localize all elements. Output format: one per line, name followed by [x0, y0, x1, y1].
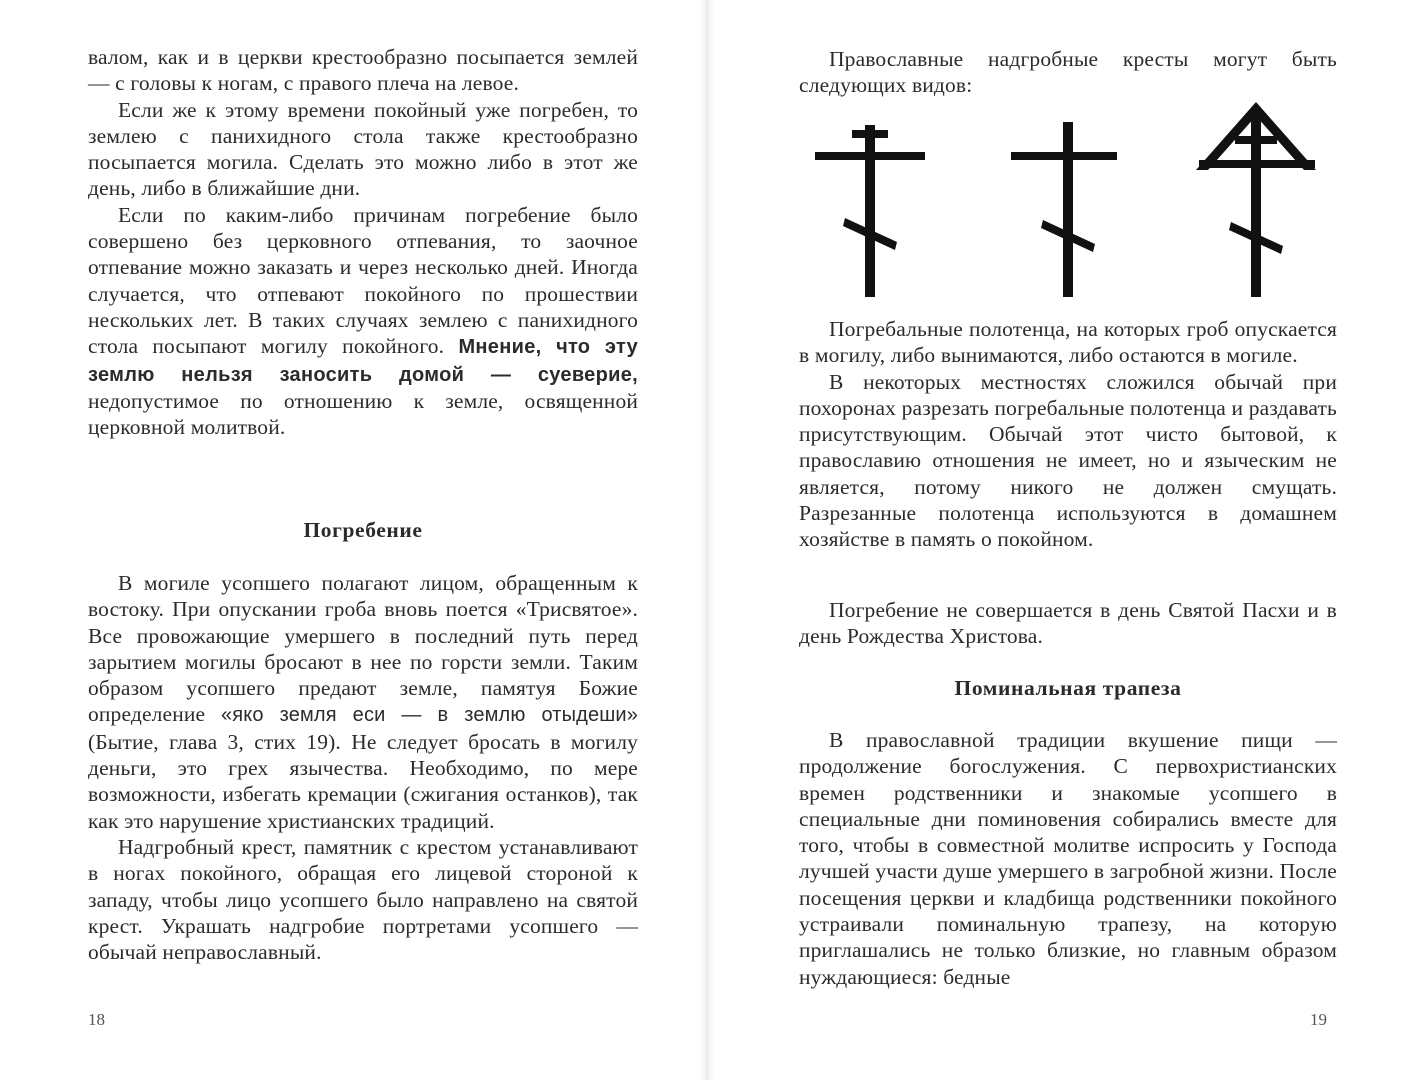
left-heading-block: [88, 517, 638, 543]
left-para-1: валом, как и в церкви крестообразно посыпается землей — с головы к ногам, с правого плеча на левое.: [88, 45, 638, 96]
page-number-left: 18: [88, 1010, 105, 1029]
left-para-3: [88, 202, 638, 441]
left-para-3-end: недопустимое по отношению к земле, освященной церковной молитвой.: [88, 388, 638, 440]
right-text-block-3: [799, 597, 1337, 650]
left-para-4-start: В могиле усопшего полагают лицом, обращенным к востоку. При опускании гроба вновь поется «Трисвятое». Все провожающие умершего в последний путь перед зарытием могилы бросают в нее по горсти земли. Таким образом усопшего предают земле, памятуя Божие определение: [88, 571, 638, 727]
cross-icon-1: [815, 125, 925, 297]
right-heading-block: [799, 675, 1337, 701]
right-text-block-1: [799, 46, 1337, 99]
left-page: [0, 0, 707, 1080]
left-text-block-2: [88, 570, 638, 965]
page-number-right: 19: [1310, 1010, 1327, 1029]
right-para-1: Православные надгробные кресты могут быть следующих видов:: [799, 47, 1337, 98]
left-para-4-end: (Бытие, глава 3, стих 19). Не следует бросать в могилу деньги, это грех язычества. Необходимо, по мере возможности, избегать кремации (сжигания останков), так как это нарушение христианских традиций.: [88, 729, 638, 833]
left-para-5: Надгробный крест, памятник с крестом устанавливают в ногах покойного, обращая его лицевой стороной к западу, чтобы лицо усопшего было направлено на святой крест. Украшать надгробие портретами усопшего — обычай неправославный.: [88, 834, 638, 965]
left-para-3-bold: Мнение, что эту землю нельзя заносить домой — суеверие,: [88, 336, 639, 386]
cross-icon-2: [1011, 122, 1117, 297]
left-para-3-start: Если по каким-либо причинам погребение было совершено без церковного отпевания, то заочное отпевание можно заказать и через несколько дней. Иногда случается, что отпевают покойного по прошествии нескольких лет. В таких случаях землею с панихидного стола посыпают могилу покойного.: [88, 202, 638, 359]
right-para-3: В некоторых местностях сложился обычай при похоронах разрезать погребальные полотенца и раздавать присутствующим. Обычай этот чисто бытовой, к православию отношения не имеет, но и языческим не является, потому никого не должен смущать. Разрезанные полотенца используются в домашнем хозяйстве в память о покойном.: [799, 369, 1337, 552]
right-para-4: Погребение не совершается в день Святой Пасхи и в день Рождества Христова.: [799, 598, 1337, 649]
left-text-block: [88, 44, 638, 440]
left-para-4-quote: «яко земля еси — в землю отыдеши»: [221, 704, 639, 727]
heading-burial: Погребение: [303, 518, 423, 542]
left-para-4: [88, 570, 638, 834]
right-para-2: Погребальные полотенца, на которых гроб опускается в могилу, либо вынимаются, либо остаются в могиле.: [799, 317, 1337, 368]
right-text-block-2: [799, 316, 1337, 553]
right-page: [707, 0, 1415, 1080]
right-para-5: В православной традиции вкушение пищи — продолжение богослужения. С первохристианских времен родственники и знакомые усопшего в специальные дни поминовения собирались вместе для того, чтобы в совместной молитве испросить у Господа лучшей участи душе умершего в загробной жизни. После посещения церкви и кладбища родственники покойного устраивали поминальную трапезу, на которую приглашались не только близкие, но главным образом нуждающиеся: бедные: [799, 728, 1337, 989]
left-para-2: Если же к этому времени покойный уже погребен, то землею с панихидного стола также крестообразно посыпается могила. Сделать это можно либо в этот же день, либо в ближайшие дни.: [88, 97, 638, 201]
orthodox-crosses-illustration: [807, 100, 1347, 305]
cross-icon-3: [1196, 102, 1316, 297]
heading-memorial-meal: Поминальная трапеза: [954, 676, 1182, 700]
right-text-block-4: [799, 727, 1337, 990]
